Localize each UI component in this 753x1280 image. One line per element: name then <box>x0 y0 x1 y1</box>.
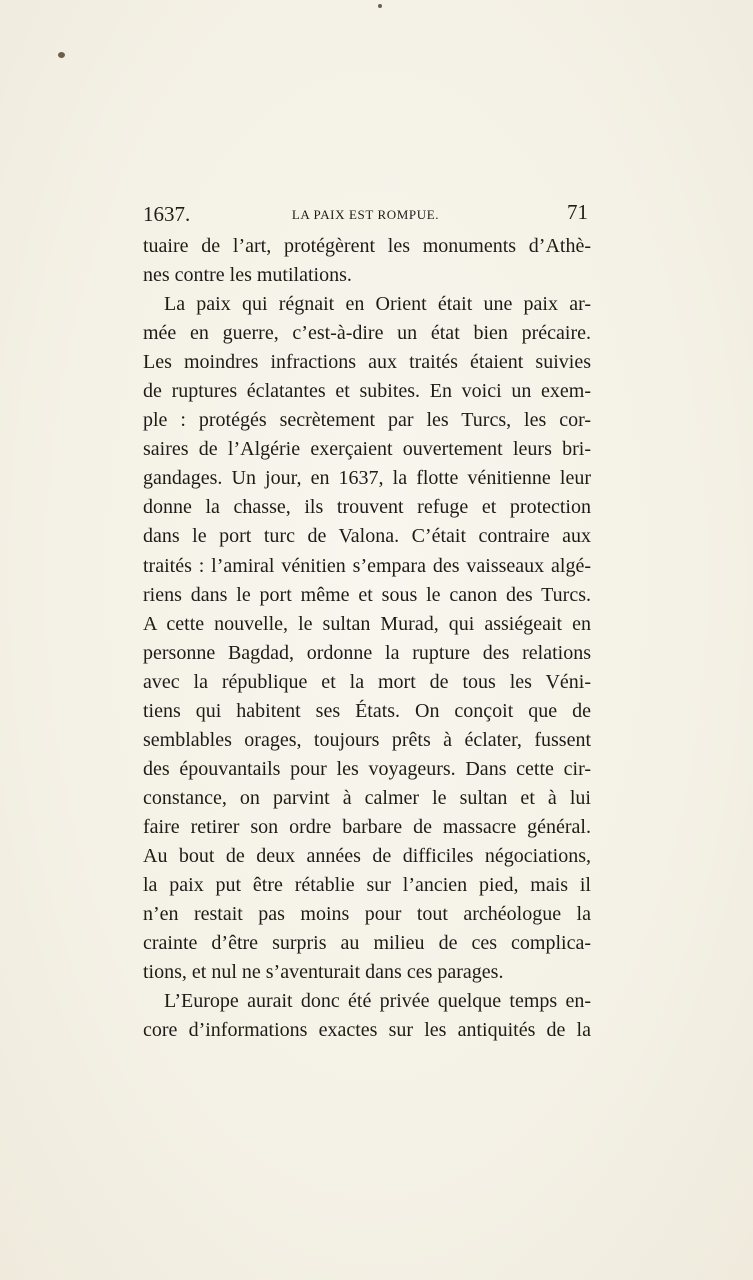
running-head <box>143 200 588 230</box>
text-line: personne Bagdad, ordonne la rupture des relations <box>143 641 591 664</box>
text-line: dans le port turc de Valona. C’était contraire aux <box>143 525 591 548</box>
text-line: tiens qui habitent ses États. On conçoit que de <box>143 699 591 722</box>
text-line: Les moindres infractions aux traités étaient suivies <box>143 351 591 374</box>
ink-speck <box>378 4 382 8</box>
text-line: des épouvantails pour les voyageurs. Dans cette cir- <box>143 757 591 780</box>
text-line: de ruptures éclatantes et subites. En voici un exem- <box>143 380 591 403</box>
text-line: tions, et nul ne s’aventurait dans ces parages. <box>143 961 504 984</box>
text-line: Au bout de deux années de difficiles négociations, <box>143 844 591 867</box>
text-line: A cette nouvelle, le sultan Murad, qui assiégeait en <box>143 612 591 635</box>
text-line: n’en restait pas moins pour tout archéologue la <box>143 903 591 926</box>
text-line: nes contre les mutilations. <box>143 264 352 287</box>
text-line: donne la chasse, ils trouvent refuge et protection <box>143 496 591 519</box>
text-line: L’Europe aurait donc été privée quelque temps en- <box>164 990 591 1013</box>
text-line: semblables orages, toujours prêts à éclater, fussent <box>143 728 591 751</box>
text-line: tuaire de l’art, protégèrent les monuments d’Athè- <box>143 235 591 257</box>
body-text <box>143 232 591 1045</box>
text-line: traités : l’amiral vénitien s’empara des vaisseaux algé- <box>143 554 591 577</box>
header-title: LA PAIX EST ROMPUE. <box>291 207 440 222</box>
text-line: saires de l’Algérie exerçaient ouvertement leurs bri- <box>143 438 591 461</box>
text-line: riens dans le port même et sous le canon des Turcs. <box>143 583 591 606</box>
text-line: avec la république et la mort de tous les Véni- <box>143 670 591 693</box>
text-line: crainte d’être surpris au milieu de ces complica- <box>143 932 591 955</box>
header-year: 1637. <box>143 202 191 226</box>
text-line: core d’informations exactes sur les antiquités de la <box>143 1019 591 1042</box>
page-number: 71 <box>567 200 588 224</box>
text-line: ple : protégés secrètement par les Turcs, les cor- <box>143 409 591 432</box>
text-line: La paix qui régnait en Orient était une paix ar- <box>164 293 591 316</box>
text-line: mée en guerre, c’est-à-dire un état bien précaire. <box>143 322 591 345</box>
text-line: faire retirer son ordre barbare de massacre général. <box>143 815 591 838</box>
text-line: gandages. Un jour, en 1637, la flotte vénitienne leur <box>143 467 591 490</box>
ink-speck <box>58 52 65 58</box>
text-line: constance, on parvint à calmer le sultan et à lui <box>143 786 591 809</box>
text-line: la paix put être rétablie sur l’ancien pied, mais il <box>143 874 591 897</box>
